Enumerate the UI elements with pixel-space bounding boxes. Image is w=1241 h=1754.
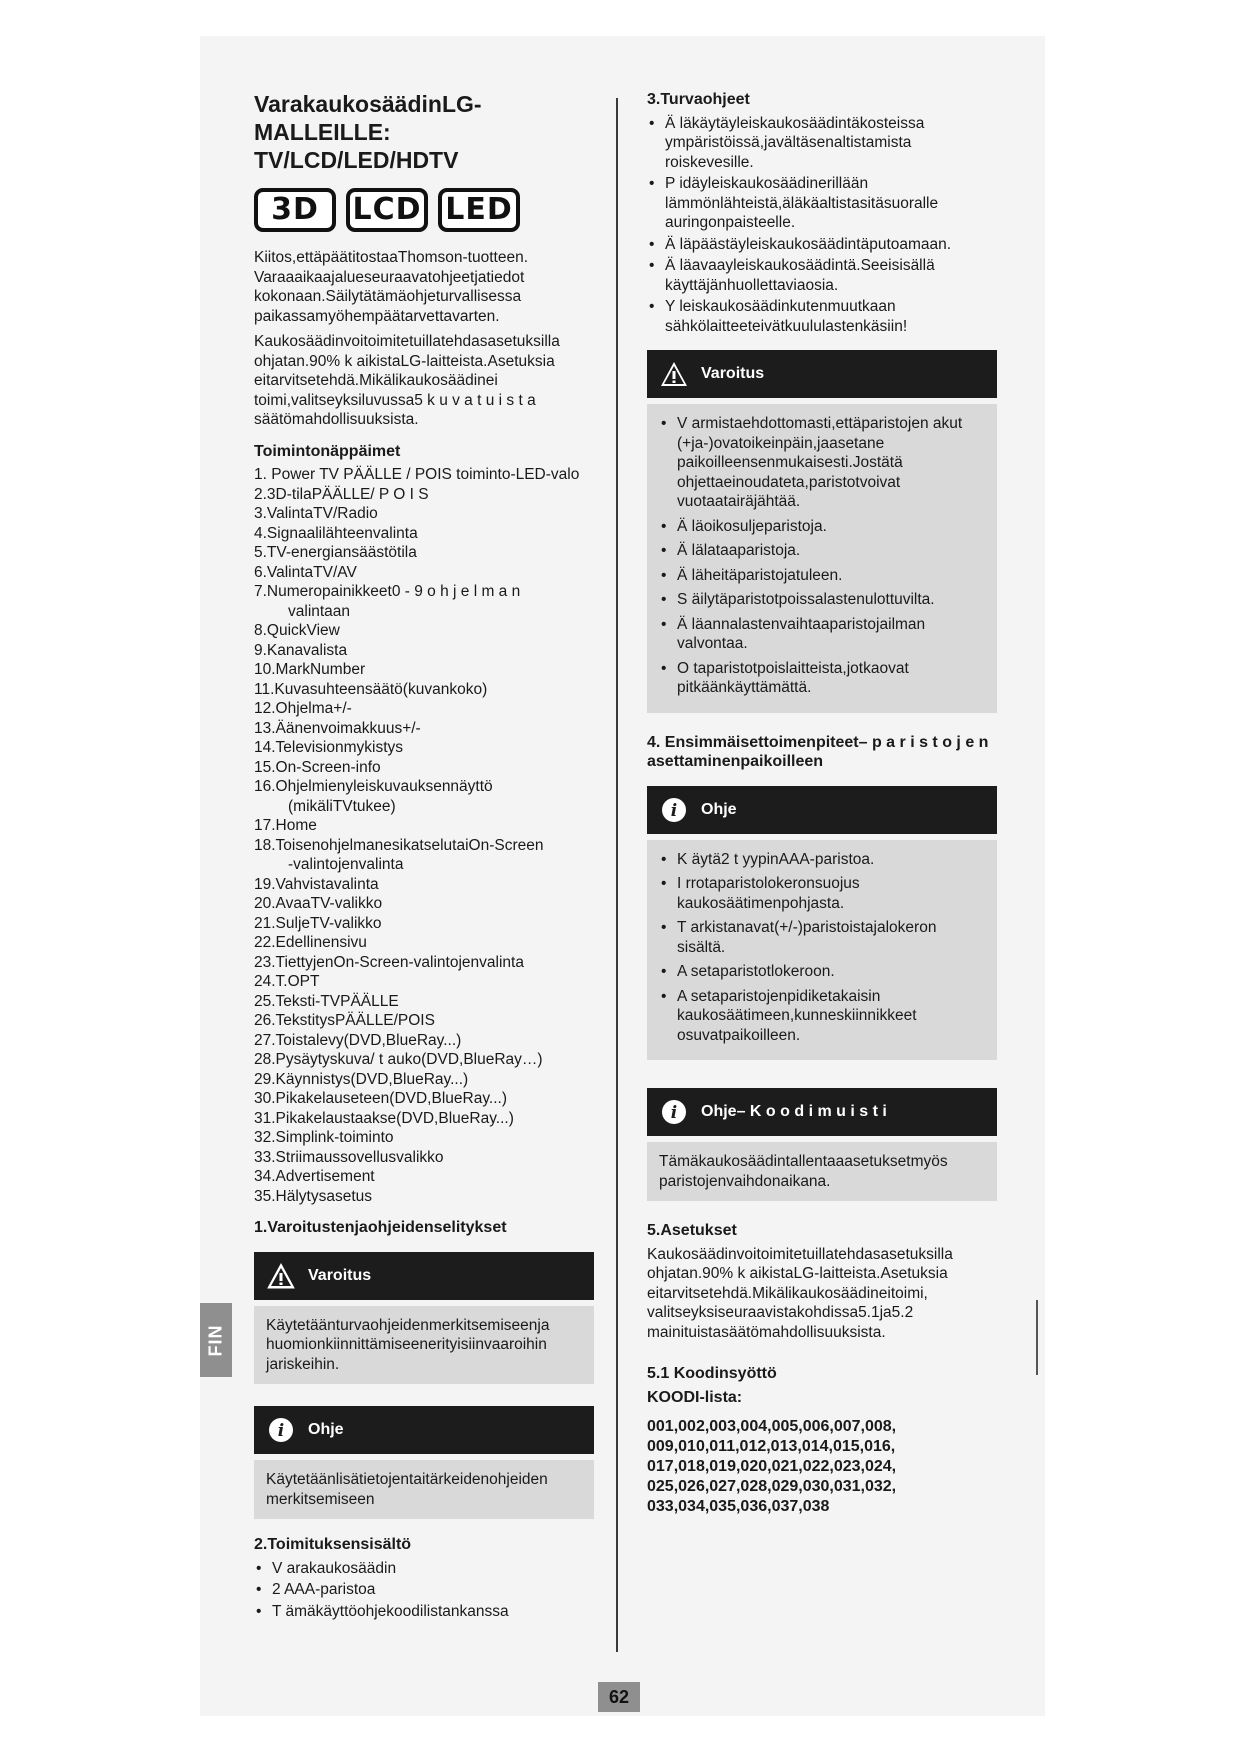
list-item: • Ä läoikosuljeparistoja. — [659, 517, 985, 537]
battery-note-body — [647, 840, 997, 1061]
code-line: 025,026,027,028,029,030,031,032, — [647, 1478, 897, 1495]
badge-3d: 3D — [254, 188, 336, 232]
list-item: 20.AvaaTV-valikko — [254, 895, 383, 912]
code-line: 009,010,011,012,013,014,015,016, — [647, 1438, 896, 1455]
list-item: • A setaparistotlokeroon. — [659, 962, 985, 982]
code-line: 017,018,019,020,021,022,023,024, — [647, 1458, 897, 1475]
svg-text:i: i — [670, 1103, 678, 1123]
badge-lcd: LCD — [346, 188, 428, 232]
page-title — [254, 90, 594, 174]
list-item: • Ä läkäytäyleiskaukosäädintäkosteissa ympäristöissä,javältäsenaltistamista roiskevesille. — [647, 114, 997, 173]
warning-label: Varoitus — [701, 365, 765, 383]
language-tab — [200, 1303, 232, 1377]
code-line: 033,034,035,036,037,038 — [647, 1498, 830, 1515]
section-5-heading: 5.Asetukset — [647, 1222, 737, 1239]
section-4-heading: 4. Ensimmäisettoimenpiteet– p a r i s t o j e n asettaminenpaikoilleen — [647, 733, 989, 770]
list-item: • T ämäkäyttöohjekoodilistankanssa — [254, 1602, 594, 1622]
list-item: 8.QuickView — [254, 622, 340, 639]
section-1-heading: 1.Varoitustenjaohjeidenselitykset — [254, 1219, 507, 1236]
list-item: • V arakaukosäädin — [254, 1559, 594, 1579]
svg-text:i: i — [670, 800, 678, 821]
list-item: 25.Teksti-TVPÄÄLLE — [254, 992, 399, 1010]
list-item: • S äilytäparistotpoissalastenulottuvilta. — [659, 590, 985, 610]
list-item: 2.3D-tilaPÄÄLLE/ P O I S — [254, 485, 429, 503]
list-item: 18.ToisenohjelmanesikatselutaiOn-Screen — [254, 836, 544, 854]
battery-warning-header — [647, 350, 997, 398]
list-item: • Ä läavaayleiskaukosäädintä.Seeisisällä käyttäjänhuollettaviaosia. — [647, 256, 997, 295]
battery-steps-list — [659, 850, 985, 1046]
list-item: 33.Striimaussovellusvalikko — [254, 1148, 444, 1166]
safety-list — [647, 114, 997, 337]
code-memory-body: Tämäkaukosäädintallentaaasetuksetmyös paristojenvaihdonaikana. — [647, 1142, 997, 1201]
list-item: 34.Advertisement — [254, 1168, 375, 1185]
list-item: • Ä läheitäparistojatuleen. — [659, 566, 985, 586]
list-item: 35.Hälytysasetus — [254, 1187, 373, 1205]
note-label: Ohje — [701, 800, 737, 818]
info-icon — [659, 1097, 689, 1127]
functions-list — [254, 465, 594, 1206]
list-item: • Ä läannalastenvaihtaaparistojailman valvontaa. — [659, 615, 985, 654]
language-tab-label: FIN — [205, 1324, 226, 1356]
list-item: 32.Simplink-toiminto — [254, 1129, 394, 1146]
list-item: • V armistaehdottomasti,ettäparistojen akut (+ja-)ovatoikeinpäin,jaasetane paikoilleensenmukaisesti.Jostätä ohjettaeinoudateta,paristotvoivat vuotaatairäjähtää. — [659, 414, 985, 512]
list-item: 4.Signaalilähteenvalinta — [254, 524, 418, 542]
list-item: 16.Ohjelmienyleiskuvauksennäyttö — [254, 778, 493, 795]
list-item: 30.Pikakelauseteen(DVD,BlueRay...) — [254, 1090, 508, 1107]
section-5-1-heading: 5.1 Koodinsyöttö — [647, 1365, 777, 1382]
code-list-heading: KOODI-lista: — [647, 1388, 743, 1406]
info-icon — [659, 795, 689, 825]
section-2-heading: 2.Toimituksensisältö — [254, 1536, 412, 1553]
warning-box-header — [254, 1252, 594, 1300]
left-column — [254, 90, 594, 1623]
title-line-2: TV/LCD/LED/HDTV — [254, 147, 459, 173]
list-item: 7.Numeropainikkeet0 - 9 o h j e l m a n — [254, 583, 521, 600]
list-item: 21.SuljeTV-valikko — [254, 914, 382, 932]
list-item: valintaan — [288, 602, 351, 620]
svg-text:i: i — [277, 1421, 285, 1441]
format-badges — [254, 188, 594, 232]
list-item: • I rrotaparistolokeronsuojus kaukosäätimenpohjasta. — [659, 874, 985, 913]
note-label: Ohje — [308, 1421, 344, 1439]
intro-paragraph-2: Kaukosäädinvoitoimitetuillatehdasasetuksilla ohjatan.90% k aikistaLG-laitteista.Asetuksia eitarvitsetehdä.Mikälikaukosäädinei toimi,valitseyksiluvussa5 k u v a t u i s t a säätömahdollisuuksista. — [254, 333, 560, 428]
list-item: 11.Kuvasuhteensäätö(kuvankoko) — [254, 680, 488, 698]
list-item: 24.T.OPT — [254, 973, 320, 990]
intro-paragraph-1: Kiitos,ettäpäätitostaaThomson-tuotteen. Varaaaikaajalueseuraavatohjeetjatiedot kokonaan.Säilytätämäohjeturvallisessa paikassamyöhempäätarvettavarten. — [254, 249, 528, 325]
warning-box-body: Käytetäänturvaohjeidenmerkitsemiseenja huomionkiinnittämiseenerityisiinvaaroihin jariskeihin. — [254, 1306, 594, 1385]
list-item: -valintojenvalinta — [288, 856, 404, 873]
list-item: 1. Power TV PÄÄLLE / POIS toiminto-LED-valo — [254, 466, 580, 483]
list-item: • Ä lälataaparistoja. — [659, 541, 985, 561]
battery-warning-list — [659, 414, 985, 698]
note-box-header — [254, 1406, 594, 1454]
list-item: 26.TekstitysPÄÄLLE/POIS — [254, 1012, 435, 1029]
title-line-1: VarakaukosäädinLG-MALLEILLE: — [254, 91, 482, 145]
list-item: 14.Televisionmykistys — [254, 739, 404, 756]
list-item: 29.Käynnistys(DVD,BlueRay...) — [254, 1070, 469, 1088]
margin-bar — [1036, 1300, 1038, 1375]
battery-note-header — [647, 786, 997, 834]
list-item: • Y leiskaukosäädinkutenmuutkaan sähkölaitteeteivätkuululastenkäsiin! — [647, 297, 997, 336]
list-item: 6.ValintaTV/AV — [254, 563, 357, 581]
list-item: • A setaparistojenpidiketakaisin kaukosäätimeen,kunneskiinnikkeet osuvatpaikoilleen. — [659, 987, 985, 1046]
list-item: 13.Äänenvoimakkuus+/- — [254, 719, 421, 737]
list-item: 19.Vahvistavalinta — [254, 875, 379, 893]
list-item: 10.MarkNumber — [254, 661, 366, 678]
list-item: • T arkistanavat(+/-)paristoistajalokeron sisältä. — [659, 918, 985, 957]
info-icon — [266, 1415, 296, 1445]
list-item: 28.Pysäytyskuva/ t auko(DVD,BlueRay…) — [254, 1051, 543, 1068]
list-item: 15.On-Screen-info — [254, 758, 381, 776]
list-item: (mikäliTVtukee) — [288, 797, 396, 815]
functions-heading: Toimintonäppäimet — [254, 442, 401, 460]
warning-triangle-icon — [266, 1261, 296, 1291]
list-item: 31.Pikakelaustaakse(DVD,BlueRay...) — [254, 1109, 514, 1127]
warning-triangle-icon — [659, 359, 689, 389]
section-3-heading: 3.Turvaohjeet — [647, 91, 750, 108]
list-item: • Ä läpäästäyleiskaukosäädintäputoamaan. — [647, 235, 997, 255]
column-divider — [616, 98, 618, 1652]
code-line: 001,002,003,004,005,006,007,008, — [647, 1418, 897, 1435]
badge-led: LED — [438, 188, 520, 232]
list-item: • 2 AAA-paristoa — [254, 1580, 594, 1600]
list-item: 27.Toistalevy(DVD,BlueRay...) — [254, 1031, 462, 1049]
list-item: • K äytä2 t yypinAAA-paristoa. — [659, 850, 985, 870]
list-item: 17.Home — [254, 817, 317, 834]
list-item: 23.TiettyjenOn-Screen-valintojenvalinta — [254, 953, 524, 971]
list-item: 9.Kanavalista — [254, 641, 348, 659]
delivery-contents-list — [254, 1559, 594, 1622]
list-item: 5.TV-energiansäästötila — [254, 544, 417, 561]
right-column — [647, 90, 997, 1517]
list-item: • P idäyleiskaukosäädinerillään lämmönlähteistä,äläkäaltistasitäsuoralle auringonpaisteelle. — [647, 174, 997, 233]
page-number: 62 — [598, 1682, 640, 1712]
list-item: 22.Edellinensivu — [254, 934, 367, 951]
list-item: 12.Ohjelma+/- — [254, 700, 352, 717]
battery-warning-body — [647, 404, 997, 713]
warning-label: Varoitus — [308, 1266, 372, 1284]
settings-paragraph: Kaukosäädinvoitoimitetuillatehdasasetuksilla ohjatan.90% k aikistaLG-laitteista.Asetuksia eitarvitsetehdä.Mikälikaukosäädineitoimi, valitseyksiseuraavistakohdissa5.1ja5.2 mainituistasäätömahdollisuuksista. — [647, 1245, 953, 1341]
code-memory-header — [647, 1088, 997, 1136]
note-label: Ohje– K o o d i m u i s t i — [701, 1103, 887, 1121]
list-item: 3.ValintaTV/Radio — [254, 505, 378, 522]
note-box-body: Käytetäänlisätietojentaitärkeidenohjeiden merkitsemiseen — [254, 1460, 594, 1519]
code-list — [647, 1417, 997, 1517]
list-item: • O taparistotpoislaitteista,jotkaovat pitkäänkäyttämättä. — [659, 659, 985, 698]
